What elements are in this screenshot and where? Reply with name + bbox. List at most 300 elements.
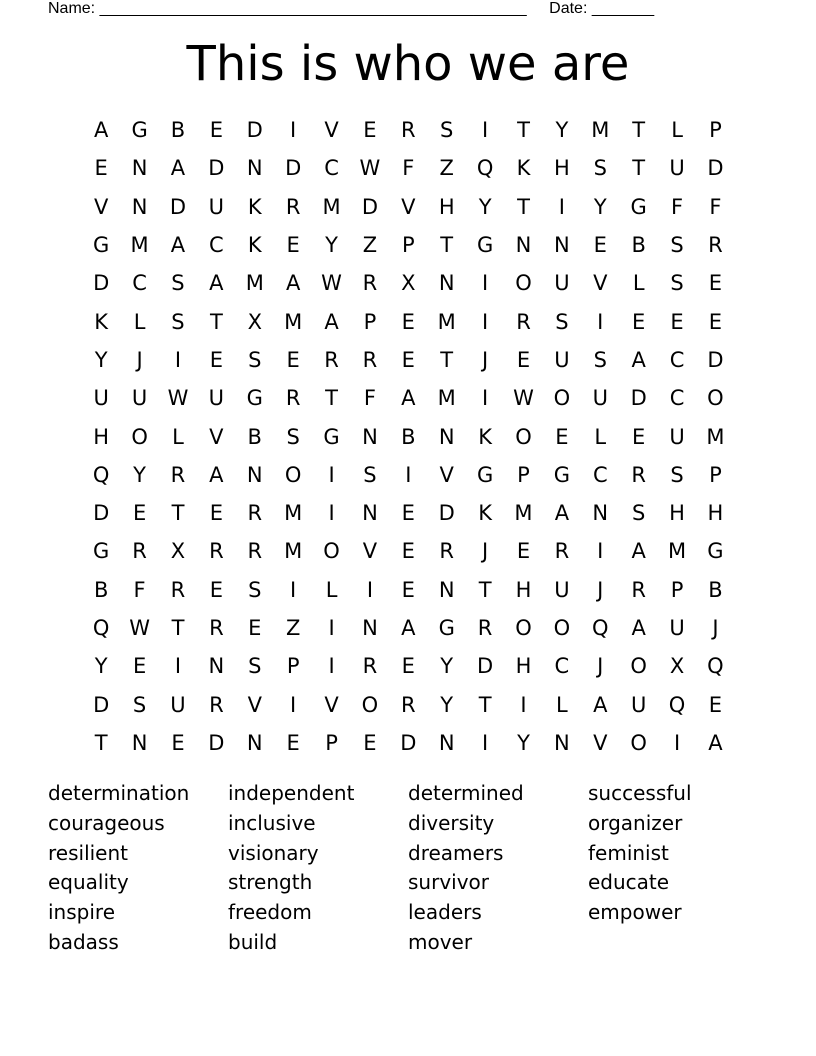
grid-letter[interactable]: E	[401, 309, 415, 334]
grid-letter[interactable]: S	[670, 462, 684, 487]
grid-letter[interactable]: Y	[133, 462, 146, 487]
grid-letter[interactable]: R	[708, 233, 723, 258]
grid-letter[interactable]: V	[593, 730, 608, 755]
grid-letter[interactable]: M	[284, 539, 303, 564]
grid-letter[interactable]: U	[554, 271, 570, 296]
grid-letter[interactable]: L	[594, 424, 607, 449]
grid-letter[interactable]: I	[328, 616, 335, 640]
grid-letter[interactable]: O	[707, 386, 724, 411]
grid-letter[interactable]: I	[366, 577, 374, 602]
grid-letter[interactable]: W	[129, 616, 150, 640]
grid-letter[interactable]: F	[133, 577, 146, 602]
grid-letter[interactable]: V	[401, 194, 416, 219]
grid-letter[interactable]: I	[520, 692, 527, 717]
grid-letter[interactable]: E	[401, 654, 415, 679]
grid-letter[interactable]: S	[670, 233, 684, 258]
grid-letter[interactable]: N	[554, 233, 570, 258]
grid-letter[interactable]: U	[630, 692, 647, 717]
grid-letter[interactable]: J	[482, 539, 489, 564]
grid-letter[interactable]: H	[553, 156, 570, 181]
grid-letter[interactable]: I	[328, 501, 335, 526]
grid-letter[interactable]: Q	[707, 654, 724, 679]
grid-letter[interactable]: S	[248, 347, 262, 372]
grid-letter[interactable]: R	[362, 347, 378, 372]
grid-letter[interactable]: A	[554, 501, 570, 526]
grid-letter[interactable]: I	[174, 654, 182, 679]
grid-letter[interactable]: F	[671, 194, 684, 219]
grid-letter[interactable]: G	[93, 233, 110, 258]
grid-letter[interactable]: N	[362, 424, 378, 449]
grid-letter[interactable]: N	[246, 462, 263, 487]
grid-letter[interactable]: Q	[92, 462, 110, 487]
grid-letter[interactable]: R	[132, 539, 147, 564]
grid-letter[interactable]: I	[328, 462, 335, 487]
grid-letter[interactable]: X	[170, 539, 186, 564]
grid-letter[interactable]: U	[669, 156, 685, 181]
grid-letter[interactable]: D	[707, 156, 724, 181]
grid-letter[interactable]: M	[130, 233, 149, 258]
grid-letter[interactable]: P	[670, 577, 684, 602]
grid-letter[interactable]: A	[631, 539, 646, 564]
grid-letter[interactable]: M	[514, 501, 533, 526]
grid-letter[interactable]: E	[708, 692, 723, 717]
grid-letter[interactable]: M	[284, 501, 303, 526]
grid-letter[interactable]: E	[401, 539, 415, 564]
grid-letter[interactable]: N	[515, 233, 532, 258]
grid-letter[interactable]: E	[132, 501, 147, 526]
grid-letter[interactable]: P	[325, 730, 338, 755]
grid-letter[interactable]: W	[513, 386, 534, 411]
grid-letter[interactable]: R	[285, 386, 301, 411]
grid-letter[interactable]: U	[208, 194, 225, 219]
grid-letter[interactable]: I	[482, 730, 489, 755]
grid-letter[interactable]: O	[515, 616, 532, 640]
grid-letter[interactable]: A	[170, 156, 186, 181]
grid-letter[interactable]: E	[632, 424, 646, 449]
grid-letter[interactable]: G	[438, 616, 455, 640]
grid-letter[interactable]: F	[363, 386, 376, 411]
grid-letter[interactable]: D	[169, 194, 187, 219]
grid-letter[interactable]: U	[554, 577, 570, 602]
grid-letter[interactable]: A	[631, 347, 646, 372]
grid-letter[interactable]: E	[593, 233, 607, 258]
grid-letter[interactable]: B	[170, 118, 186, 143]
grid-letter[interactable]: G	[707, 539, 724, 564]
grid-letter[interactable]: E	[286, 730, 300, 755]
grid-letter[interactable]: G	[323, 424, 340, 449]
grid-letter[interactable]: Y	[325, 233, 338, 258]
grid-letter[interactable]: Q	[668, 692, 686, 717]
grid-letter[interactable]: M	[591, 118, 610, 143]
grid-letter[interactable]: E	[209, 118, 223, 143]
grid-letter[interactable]: V	[593, 271, 608, 296]
grid-letter[interactable]: S	[171, 309, 185, 334]
grid-letter[interactable]: V	[362, 539, 378, 564]
grid-letter[interactable]: A	[209, 462, 224, 487]
grid-letter[interactable]: R	[362, 654, 378, 679]
grid-letter[interactable]: H	[438, 194, 455, 219]
grid-letter[interactable]: R	[209, 692, 224, 717]
grid-letter[interactable]: I	[174, 347, 182, 372]
grid-letter[interactable]: N	[554, 730, 570, 755]
grid-letter[interactable]: L	[133, 309, 146, 334]
grid-letter[interactable]: M	[706, 424, 725, 449]
grid-letter[interactable]: E	[632, 309, 646, 334]
grid-letter[interactable]: M	[322, 194, 341, 219]
grid-letter[interactable]: D	[208, 156, 225, 181]
grid-letter[interactable]: P	[286, 654, 300, 679]
grid-letter[interactable]: T	[440, 347, 454, 372]
grid-letter[interactable]: O	[553, 616, 571, 640]
grid-letter[interactable]: W	[321, 271, 342, 296]
grid-letter[interactable]: B	[247, 424, 262, 449]
grid-letter[interactable]: R	[170, 577, 186, 602]
grid-letter[interactable]: L	[632, 271, 645, 296]
grid-letter[interactable]: V	[439, 462, 454, 487]
grid-letter[interactable]: G	[93, 539, 110, 564]
grid-letter[interactable]: T	[478, 692, 492, 717]
grid-letter[interactable]: E	[670, 309, 684, 334]
grid-letter[interactable]: N	[438, 577, 455, 602]
name-field[interactable]: ________________________________________________	[99, 0, 527, 17]
word-list-item: inclusive	[228, 810, 316, 835]
grid-letter[interactable]: R	[285, 194, 301, 219]
grid-letter[interactable]: S	[132, 692, 147, 717]
grid-letter[interactable]: E	[401, 577, 415, 602]
grid-letter[interactable]: O	[553, 386, 571, 411]
grid-letter[interactable]: D	[93, 501, 110, 526]
grid-letter[interactable]: I	[597, 309, 604, 334]
grid-letter[interactable]: T	[171, 501, 185, 526]
grid-letter[interactable]: U	[669, 616, 685, 640]
grid-letter[interactable]: D	[361, 194, 379, 219]
grid-letter[interactable]: T	[478, 577, 492, 602]
grid-letter[interactable]: M	[284, 309, 303, 334]
grid-letter[interactable]: S	[593, 156, 607, 181]
grid-letter[interactable]: B	[708, 577, 723, 602]
grid-letter[interactable]: G	[246, 386, 263, 411]
grid-letter[interactable]: T	[209, 309, 223, 334]
grid-letter[interactable]: K	[247, 233, 262, 258]
grid-letter[interactable]: N	[246, 730, 263, 755]
grid-letter[interactable]: Y	[94, 654, 108, 679]
grid-letter[interactable]: Z	[362, 233, 378, 258]
grid-letter[interactable]: U	[131, 386, 148, 411]
grid-letter[interactable]: I	[290, 577, 297, 602]
grid-letter[interactable]: L	[325, 577, 338, 602]
grid-letter[interactable]: P	[517, 462, 530, 487]
grid-letter[interactable]: C	[554, 654, 570, 679]
grid-letter[interactable]: E	[209, 347, 223, 372]
grid-letter[interactable]: X	[247, 309, 262, 334]
grid-letter[interactable]: R	[401, 118, 416, 143]
grid-letter[interactable]: A	[401, 386, 416, 411]
grid-letter[interactable]: V	[247, 692, 262, 717]
grid-letter[interactable]: E	[209, 577, 223, 602]
grid-letter[interactable]: A	[170, 233, 186, 258]
grid-letter[interactable]: M	[245, 271, 264, 296]
grid-letter[interactable]: P	[709, 118, 722, 143]
date-label: Date:	[549, 0, 588, 17]
grid-letter[interactable]: G	[630, 194, 647, 219]
grid-letter[interactable]: X	[669, 654, 685, 679]
grid-letter[interactable]: N	[131, 156, 148, 181]
grid-letter[interactable]: C	[324, 156, 339, 181]
grid-letter[interactable]: D	[246, 118, 263, 143]
grid-letter[interactable]: R	[362, 271, 378, 296]
grid-letter[interactable]: S	[171, 271, 185, 296]
grid-letter[interactable]: E	[516, 539, 531, 564]
grid-letter[interactable]: S	[286, 424, 300, 449]
grid-letter[interactable]: E	[248, 616, 262, 640]
grid-letter[interactable]: O	[515, 424, 532, 449]
grid-letter[interactable]: U	[208, 386, 225, 411]
grid-letter[interactable]: E	[132, 654, 147, 679]
grid-letter[interactable]: A	[209, 271, 224, 296]
grid-letter[interactable]: Y	[555, 118, 569, 143]
grid-letter[interactable]: U	[669, 424, 685, 449]
grid-letter[interactable]: I	[558, 194, 565, 219]
grid-letter[interactable]: I	[328, 654, 335, 679]
grid-letter[interactable]: T	[171, 616, 185, 640]
grid-letter[interactable]: I	[482, 309, 489, 334]
word-list-item: inspire	[48, 900, 115, 925]
grid-letter[interactable]: M	[437, 309, 456, 334]
grid-letter[interactable]: V	[324, 118, 339, 143]
grid-letter[interactable]: D	[285, 156, 302, 181]
grid-letter[interactable]: K	[247, 194, 262, 219]
grid-letter[interactable]: I	[482, 271, 489, 296]
grid-letter[interactable]: D	[400, 730, 417, 755]
grid-letter[interactable]: I	[405, 462, 412, 487]
word-list-item: build	[228, 929, 278, 954]
grid-letter[interactable]: N	[362, 501, 378, 526]
grid-letter[interactable]: E	[401, 501, 415, 526]
grid-letter[interactable]: V	[209, 424, 224, 449]
grid-letter[interactable]: Y	[440, 692, 454, 717]
grid-letter[interactable]: S	[440, 118, 454, 143]
grid-letter[interactable]: L	[556, 692, 568, 717]
grid-letter[interactable]: N	[438, 424, 455, 449]
grid-letter[interactable]: E	[363, 118, 377, 143]
grid-letter[interactable]: R	[170, 462, 186, 487]
grid-letter[interactable]: L	[172, 424, 184, 449]
grid-letter[interactable]: G	[553, 462, 571, 487]
grid-letter[interactable]: J	[482, 347, 489, 372]
grid-letter[interactable]: S	[670, 271, 684, 296]
grid-letter[interactable]: A	[94, 118, 109, 143]
grid-letter[interactable]: R	[401, 692, 416, 717]
grid-letter[interactable]: S	[555, 309, 569, 334]
grid-letter[interactable]: E	[708, 309, 723, 334]
grid-letter[interactable]: O	[131, 424, 148, 449]
grid-letter[interactable]: J	[597, 654, 604, 679]
grid-letter[interactable]: N	[208, 654, 225, 679]
grid-letter[interactable]: R	[631, 462, 646, 487]
grid-letter[interactable]: I	[597, 539, 604, 564]
grid-letter[interactable]: E	[94, 156, 108, 181]
grid-letter[interactable]: I	[290, 118, 297, 143]
grid-letter[interactable]: I	[673, 730, 681, 755]
grid-letter[interactable]: R	[439, 539, 454, 564]
grid-letter[interactable]: A	[285, 271, 301, 296]
grid-letter[interactable]: K	[94, 309, 109, 334]
grid-letter[interactable]: I	[290, 692, 297, 717]
grid-letter[interactable]: S	[248, 577, 262, 602]
grid-letter[interactable]: K	[478, 501, 492, 526]
grid-letter[interactable]: K	[478, 424, 492, 449]
grid-letter[interactable]: D	[438, 501, 455, 526]
date-field[interactable]: _______	[591, 0, 655, 17]
grid-letter[interactable]: E	[171, 730, 185, 755]
grid-letter[interactable]: H	[515, 654, 532, 679]
grid-letter[interactable]: R	[247, 501, 263, 526]
grid-letter[interactable]: U	[93, 386, 109, 411]
grid-letter[interactable]: T	[632, 156, 646, 181]
grid-letter[interactable]: Q	[92, 616, 110, 640]
grid-letter[interactable]: P	[709, 462, 722, 487]
grid-letter[interactable]: E	[286, 233, 300, 258]
grid-letter[interactable]: G	[131, 118, 148, 143]
grid-letter[interactable]: L	[671, 118, 683, 143]
grid-letter[interactable]: N	[246, 156, 263, 181]
grid-letter[interactable]: E	[708, 271, 723, 296]
grid-letter[interactable]: F	[402, 156, 415, 181]
grid-letter[interactable]: M	[437, 386, 456, 411]
grid-letter[interactable]: T	[632, 118, 646, 143]
grid-letter[interactable]: N	[131, 194, 148, 219]
grid-letter[interactable]: M	[667, 539, 687, 564]
grid-letter[interactable]: D	[93, 692, 110, 717]
grid-letter[interactable]: A	[708, 730, 723, 755]
grid-letter[interactable]: U	[554, 347, 570, 372]
grid-letter[interactable]: E	[363, 730, 377, 755]
grid-letter[interactable]: T	[94, 730, 108, 755]
grid-letter[interactable]: S	[248, 654, 262, 679]
grid-letter[interactable]: T	[517, 118, 530, 143]
grid-letter[interactable]: D	[630, 386, 647, 411]
grid-letter[interactable]: C	[669, 386, 685, 411]
grid-letter[interactable]: R	[209, 616, 224, 640]
grid-letter[interactable]: T	[440, 233, 454, 258]
grid-letter[interactable]: A	[631, 616, 646, 640]
grid-letter[interactable]: X	[401, 271, 416, 296]
grid-letter[interactable]: Y	[440, 654, 454, 679]
grid-letter[interactable]: O	[515, 271, 532, 296]
grid-letter[interactable]: E	[516, 347, 531, 372]
grid-letter[interactable]: W	[359, 156, 381, 181]
grid-letter[interactable]: C	[592, 462, 608, 487]
grid-letter[interactable]: R	[209, 539, 224, 564]
grid-letter[interactable]: O	[630, 654, 647, 679]
grid-letter[interactable]: E	[555, 424, 569, 449]
grid-letter[interactable]: U	[170, 692, 186, 717]
grid-letter[interactable]: B	[631, 233, 646, 258]
grid-letter[interactable]: Z	[285, 616, 301, 640]
grid-letter[interactable]: C	[132, 271, 147, 296]
grid-letter[interactable]: R	[554, 539, 570, 564]
grid-letter[interactable]: G	[476, 462, 494, 487]
word-list-item: equality	[48, 870, 129, 895]
grid-letter[interactable]: R	[324, 347, 339, 372]
grid-letter[interactable]: N	[438, 730, 455, 755]
grid-letter[interactable]: O	[361, 692, 379, 717]
grid-letter[interactable]: J	[712, 616, 719, 640]
word-list-item: organizer	[588, 810, 683, 835]
grid-letter[interactable]: H	[515, 577, 532, 602]
grid-letter[interactable]: Y	[94, 347, 108, 372]
grid-letter[interactable]: Y	[517, 730, 530, 755]
grid-letter[interactable]: E	[209, 501, 223, 526]
grid-letter[interactable]: N	[592, 501, 609, 526]
grid-letter[interactable]: E	[401, 347, 415, 372]
grid-letter[interactable]: V	[324, 692, 339, 717]
grid-letter[interactable]: K	[516, 156, 531, 181]
grid-letter[interactable]: D	[477, 654, 494, 679]
grid-letter[interactable]: W	[167, 386, 189, 411]
grid-letter[interactable]: D	[93, 271, 110, 296]
grid-letter[interactable]: D	[208, 730, 225, 755]
grid-letter[interactable]: Z	[439, 156, 454, 181]
grid-letter[interactable]: I	[482, 118, 489, 143]
grid-letter[interactable]: R	[516, 309, 531, 334]
grid-letter[interactable]: O	[323, 539, 340, 564]
grid-letter[interactable]: T	[517, 194, 530, 219]
grid-letter[interactable]: B	[401, 424, 416, 449]
grid-letter[interactable]: B	[93, 577, 109, 602]
grid-letter[interactable]: O	[284, 462, 302, 487]
grid-letter[interactable]: N	[362, 616, 378, 640]
grid-letter[interactable]: P	[363, 309, 377, 334]
grid-letter[interactable]: T	[325, 386, 338, 411]
grid-letter[interactable]: H	[707, 501, 724, 526]
grid-letter[interactable]: S	[363, 462, 377, 487]
grid-letter[interactable]: R	[477, 616, 493, 640]
grid-letter[interactable]: P	[401, 233, 415, 258]
grid-letter[interactable]: I	[482, 386, 489, 411]
header-line	[48, 0, 748, 18]
grid-letter[interactable]: J	[136, 347, 143, 372]
grid-letter[interactable]: H	[93, 424, 110, 449]
grid-letter[interactable]: A	[593, 692, 608, 717]
grid-letter[interactable]: U	[592, 386, 608, 411]
grid-letter[interactable]: R	[247, 539, 263, 564]
grid-letter[interactable]: N	[131, 730, 148, 755]
grid-letter[interactable]: H	[669, 501, 685, 526]
grid-letter[interactable]: J	[597, 577, 604, 602]
grid-letter[interactable]: V	[94, 194, 109, 219]
letter-grid	[82, 111, 735, 762]
grid-letter[interactable]: Q	[476, 156, 494, 181]
grid-letter[interactable]: G	[476, 233, 494, 258]
grid-letter[interactable]: Y	[478, 194, 492, 219]
grid-letter[interactable]: R	[631, 577, 646, 602]
word-list-item: survivor	[408, 870, 490, 895]
grid-letter[interactable]: O	[630, 730, 647, 755]
grid-letter[interactable]: F	[709, 194, 722, 219]
grid-letter[interactable]: D	[707, 347, 724, 372]
grid-letter[interactable]: N	[438, 271, 455, 296]
grid-letter[interactable]: A	[324, 309, 339, 334]
grid-letter[interactable]: C	[669, 347, 685, 372]
grid-letter[interactable]: S	[593, 347, 607, 372]
grid-letter[interactable]: Q	[592, 616, 609, 640]
grid-letter[interactable]: E	[286, 347, 300, 372]
grid-letter[interactable]: C	[209, 233, 224, 258]
grid-letter[interactable]: S	[631, 501, 646, 526]
grid-letter[interactable]: A	[401, 616, 416, 640]
grid-letter[interactable]: Y	[593, 194, 607, 219]
